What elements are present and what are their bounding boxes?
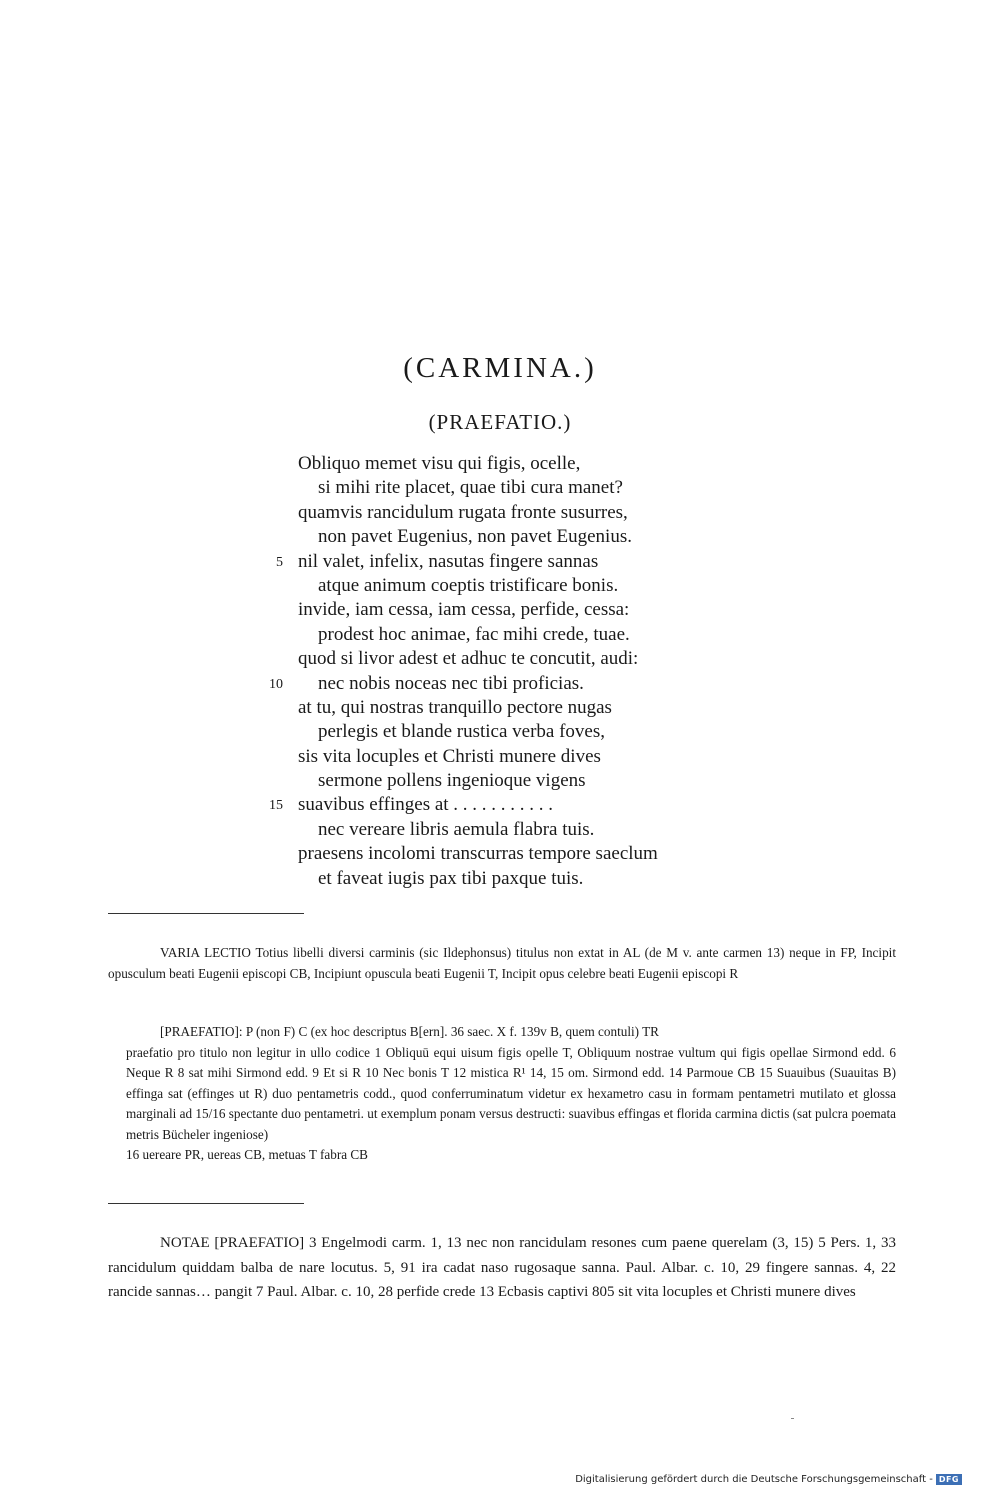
apparatus-line: 16 uereare PR, uereas CB, metuas T fabra CB bbox=[126, 1147, 368, 1162]
verse-line bbox=[0, 793, 1000, 817]
verse-line bbox=[0, 720, 1000, 744]
page-title: (CARMINA.) bbox=[403, 352, 597, 384]
verse-text: quamvis rancidulum rugata fronte susurres, bbox=[298, 501, 628, 523]
verse-text: suavibus effinges at . . . . . . . . . . . bbox=[298, 794, 554, 816]
section-title: (PRAEFATIO.) bbox=[428, 410, 572, 434]
scan-speck bbox=[791, 1418, 794, 1419]
verse-text: at tu, qui nostras tranquillo pectore nugas bbox=[298, 696, 612, 718]
poem bbox=[0, 452, 1000, 891]
verse-line bbox=[0, 672, 1000, 696]
dfg-logo: DFG bbox=[936, 1474, 962, 1485]
verse-line bbox=[0, 623, 1000, 647]
verse-text: invide, iam cessa, iam cessa, perfide, cessa: bbox=[298, 599, 630, 621]
verse-line bbox=[0, 550, 1000, 574]
divider-rule bbox=[108, 913, 304, 914]
notes bbox=[108, 1231, 896, 1305]
verse-line bbox=[0, 647, 1000, 671]
verse-line bbox=[0, 818, 1000, 842]
varia-lectio-text: VARIA LECTIO Totius libelli diversi carminis (sic Ildephonsus) titulus non extat in AL (de M v. ante carmen 13) neque in FP, Incipit opusculum beati Eugenii episcopi CB, Incipiunt opuscula beati Eugenii T, Incipit opus celebre beati Eugenii episcopi R bbox=[108, 945, 896, 981]
verse-text: sermone pollens ingenioque vigens bbox=[318, 770, 586, 792]
verse-text: nec nobis noceas nec tibi proficias. bbox=[318, 672, 584, 694]
line-number: 10 bbox=[269, 676, 283, 692]
footer-text: Digitalisierung gefördert durch die Deutsche Forschungsgemeinschaft - bbox=[575, 1474, 933, 1485]
verse-text: si mihi rite placet, quae tibi cura manet? bbox=[318, 477, 623, 499]
divider-rule bbox=[108, 1203, 304, 1204]
verse-line bbox=[0, 769, 1000, 793]
verse-text: quod si livor adest et adhuc te concutit, audi: bbox=[298, 648, 639, 670]
verse-line bbox=[0, 452, 1000, 476]
varia-lectio bbox=[108, 943, 896, 984]
verse-text: nil valet, infelix, nasutas fingere sannas bbox=[298, 550, 599, 572]
footer bbox=[575, 1474, 962, 1485]
verse-line bbox=[0, 598, 1000, 622]
verse-line bbox=[0, 842, 1000, 866]
verse-text: praesens incolomi transcurras tempore saeclum bbox=[298, 843, 658, 865]
verse-text: prodest hoc animae, fac mihi crede, tuae. bbox=[318, 623, 630, 645]
verse-text: non pavet Eugenius, non pavet Eugenius. bbox=[318, 526, 632, 548]
line-number: 5 bbox=[276, 554, 283, 570]
verse-line bbox=[0, 696, 1000, 720]
apparatus-line: [PRAEFATIO]: P (non F) C (ex hoc descriptus B[ern]. 36 saec. X f. 139v B, quem contuli) TR bbox=[160, 1024, 659, 1039]
verse-text: sis vita locuples et Christi munere dives bbox=[298, 745, 601, 767]
apparatus-line: praefatio pro titulo non legitur in ullo codice 1 Obliquū equi uisum figis opelle T, Obliquum nostrae vultum qui figis opellae Sirmond edd. 6 Neque R 8 sat mihi Sirmond edd. 9 Et si R 10 Nec bonis T 12 mistica R¹ 14, 15 om. Sirmond edd. 14 Parmoue CB 15 Suauibus (Suauitas B) effinga sat (effinges ut R) duo pentametris codd., quod conferruminatum videtur ex hexametro casu in formam pentametri mutilato et glossa marginali ad 15/16 spectante duo pentametri. ut exemplum ponam versus destructi: suavibus effingas et florida carmina dictis (sat pulcra poemata metris Bücheler ingeniose) bbox=[126, 1044, 896, 1142]
line-number: 15 bbox=[269, 798, 283, 814]
verse-line bbox=[0, 574, 1000, 598]
notes-text: NOTAE [PRAEFATIO] 3 Engelmodi carm. 1, 13 nec non rancidulam resones cum paene querelam (3, 15) 5 Pers. 1, 33 rancidulum quiddam balba de nare locutus. 5, 91 ira cadat naso rugosaque sanna. Paul. Albar. c. 10, 29 fingere sannas. 4, 22 rancide sannas… pangit 7 Paul. Albar. c. 10, 28 perfide crede 13 Ecbasis captivi 805 sit vita locuples et Christi munere dives bbox=[108, 1235, 896, 1300]
verse-line bbox=[0, 745, 1000, 769]
verse-text: perlegis et blande rustica verba foves, bbox=[318, 721, 605, 743]
verse-line bbox=[0, 525, 1000, 549]
verse-text: et faveat iugis pax tibi paxque tuis. bbox=[318, 867, 584, 889]
verse-text: atque animum coeptis tristificare bonis. bbox=[318, 574, 619, 596]
praefatio-apparatus bbox=[108, 1022, 896, 1166]
verse-line bbox=[0, 501, 1000, 525]
verse-text: Obliquo memet visu qui figis, ocelle, bbox=[298, 453, 581, 474]
verse-line bbox=[0, 867, 1000, 891]
verse-line bbox=[0, 476, 1000, 500]
verse-text: nec vereare libris aemula flabra tuis. bbox=[318, 818, 595, 840]
